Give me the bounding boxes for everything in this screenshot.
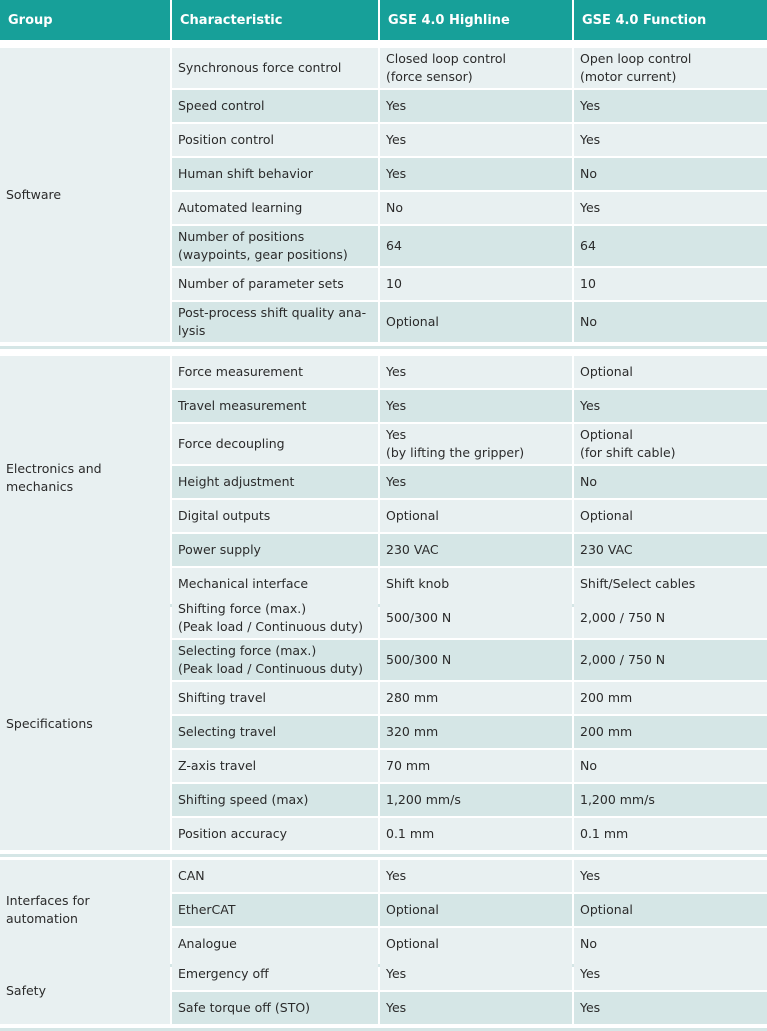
function-cell: 230 VAC bbox=[574, 534, 767, 566]
characteristic-cell: Number of positions (waypoints, gear positions) bbox=[172, 226, 378, 266]
characteristic-cell: Shifting force (max.) (Peak load / Continuous duty) bbox=[172, 598, 378, 638]
highline-cell: 320 mm bbox=[380, 716, 572, 748]
header-function: GSE 4.0 Function bbox=[574, 0, 767, 40]
function-cell: Yes bbox=[574, 124, 767, 156]
characteristic-cell: Emergency off bbox=[172, 958, 378, 990]
characteristic-cell: Analogue bbox=[172, 928, 378, 960]
function-cell: No bbox=[574, 158, 767, 190]
function-cell: Yes bbox=[574, 192, 767, 224]
highline-cell: Yes bbox=[380, 390, 572, 422]
highline-cell: Yes bbox=[380, 356, 572, 388]
function-cell: Yes bbox=[574, 992, 767, 1024]
function-cell: 1,200 mm/s bbox=[574, 784, 767, 816]
highline-cell: 70 mm bbox=[380, 750, 572, 782]
characteristic-cell: Shifting speed (max) bbox=[172, 784, 378, 816]
function-cell: Yes bbox=[574, 958, 767, 990]
highline-cell: 230 VAC bbox=[380, 534, 572, 566]
highline-cell: Yes (by lifting the gripper) bbox=[380, 424, 572, 464]
characteristic-cell: Post-process shift quality ana- lysis bbox=[172, 302, 378, 342]
characteristic-cell: Travel measurement bbox=[172, 390, 378, 422]
highline-cell: Optional bbox=[380, 894, 572, 926]
characteristic-cell: Digital outputs bbox=[172, 500, 378, 532]
highline-cell: 500/300 N bbox=[380, 598, 572, 638]
highline-cell: Yes bbox=[380, 860, 572, 892]
function-cell: 64 bbox=[574, 226, 767, 266]
characteristic-cell: CAN bbox=[172, 860, 378, 892]
header-highline: GSE 4.0 Highline bbox=[380, 0, 572, 40]
function-cell: 2,000 / 750 N bbox=[574, 640, 767, 680]
function-cell: No bbox=[574, 750, 767, 782]
function-cell: Optional bbox=[574, 894, 767, 926]
characteristic-cell: Synchronous force control bbox=[172, 48, 378, 88]
group-divider bbox=[0, 854, 767, 857]
group-cell: Safety bbox=[0, 958, 170, 1024]
highline-cell: Yes bbox=[380, 958, 572, 990]
highline-cell: Closed loop control (force sensor) bbox=[380, 48, 572, 88]
highline-cell: Optional bbox=[380, 928, 572, 960]
characteristic-cell: EtherCAT bbox=[172, 894, 378, 926]
header-group: Group bbox=[0, 0, 170, 40]
highline-cell: Shift knob bbox=[380, 568, 572, 600]
characteristic-cell: Position accuracy bbox=[172, 818, 378, 850]
highline-cell: Yes bbox=[380, 466, 572, 498]
function-cell: No bbox=[574, 928, 767, 960]
highline-cell: 10 bbox=[380, 268, 572, 300]
function-cell: Optional bbox=[574, 356, 767, 388]
function-cell: Shift/Select cables bbox=[574, 568, 767, 600]
characteristic-cell: Speed control bbox=[172, 90, 378, 122]
highline-cell: No bbox=[380, 192, 572, 224]
highline-cell: 280 mm bbox=[380, 682, 572, 714]
group-divider bbox=[0, 346, 767, 349]
highline-cell: Optional bbox=[380, 500, 572, 532]
highline-cell: Optional bbox=[380, 302, 572, 342]
characteristic-cell: Number of parameter sets bbox=[172, 268, 378, 300]
characteristic-cell: Automated learning bbox=[172, 192, 378, 224]
function-cell: Yes bbox=[574, 90, 767, 122]
highline-cell: Yes bbox=[380, 90, 572, 122]
function-cell: Optional (for shift cable) bbox=[574, 424, 767, 464]
function-cell: 10 bbox=[574, 268, 767, 300]
characteristic-cell: Safe torque off (STO) bbox=[172, 992, 378, 1024]
function-cell: 200 mm bbox=[574, 716, 767, 748]
function-cell: Yes bbox=[574, 390, 767, 422]
highline-cell: 0.1 mm bbox=[380, 818, 572, 850]
characteristic-cell: Mechanical interface bbox=[172, 568, 378, 600]
function-cell: 200 mm bbox=[574, 682, 767, 714]
group-cell: Electronics and mechanics bbox=[0, 356, 170, 600]
header-characteristic: Characteristic bbox=[172, 0, 378, 40]
group-cell: Interfaces for automation bbox=[0, 860, 170, 960]
function-cell: Optional bbox=[574, 500, 767, 532]
characteristic-cell: Position control bbox=[172, 124, 378, 156]
function-cell: No bbox=[574, 466, 767, 498]
highline-cell: 500/300 N bbox=[380, 640, 572, 680]
characteristic-cell: Power supply bbox=[172, 534, 378, 566]
highline-cell: 1,200 mm/s bbox=[380, 784, 572, 816]
characteristic-cell: Force measurement bbox=[172, 356, 378, 388]
function-cell: 2,000 / 750 N bbox=[574, 598, 767, 638]
function-cell: Yes bbox=[574, 860, 767, 892]
characteristic-cell: Selecting force (max.) (Peak load / Continuous duty) bbox=[172, 640, 378, 680]
characteristic-cell: Z-axis travel bbox=[172, 750, 378, 782]
highline-cell: 64 bbox=[380, 226, 572, 266]
group-cell: Specifications bbox=[0, 598, 170, 850]
highline-cell: Yes bbox=[380, 124, 572, 156]
group-cell: Software bbox=[0, 48, 170, 342]
highline-cell: Yes bbox=[380, 158, 572, 190]
characteristic-cell: Height adjustment bbox=[172, 466, 378, 498]
highline-cell: Yes bbox=[380, 992, 572, 1024]
function-cell: No bbox=[574, 302, 767, 342]
function-cell: Open loop control (motor current) bbox=[574, 48, 767, 88]
characteristic-cell: Selecting travel bbox=[172, 716, 378, 748]
function-cell: 0.1 mm bbox=[574, 818, 767, 850]
characteristic-cell: Force decoupling bbox=[172, 424, 378, 464]
characteristic-cell: Shifting travel bbox=[172, 682, 378, 714]
characteristic-cell: Human shift behavior bbox=[172, 158, 378, 190]
